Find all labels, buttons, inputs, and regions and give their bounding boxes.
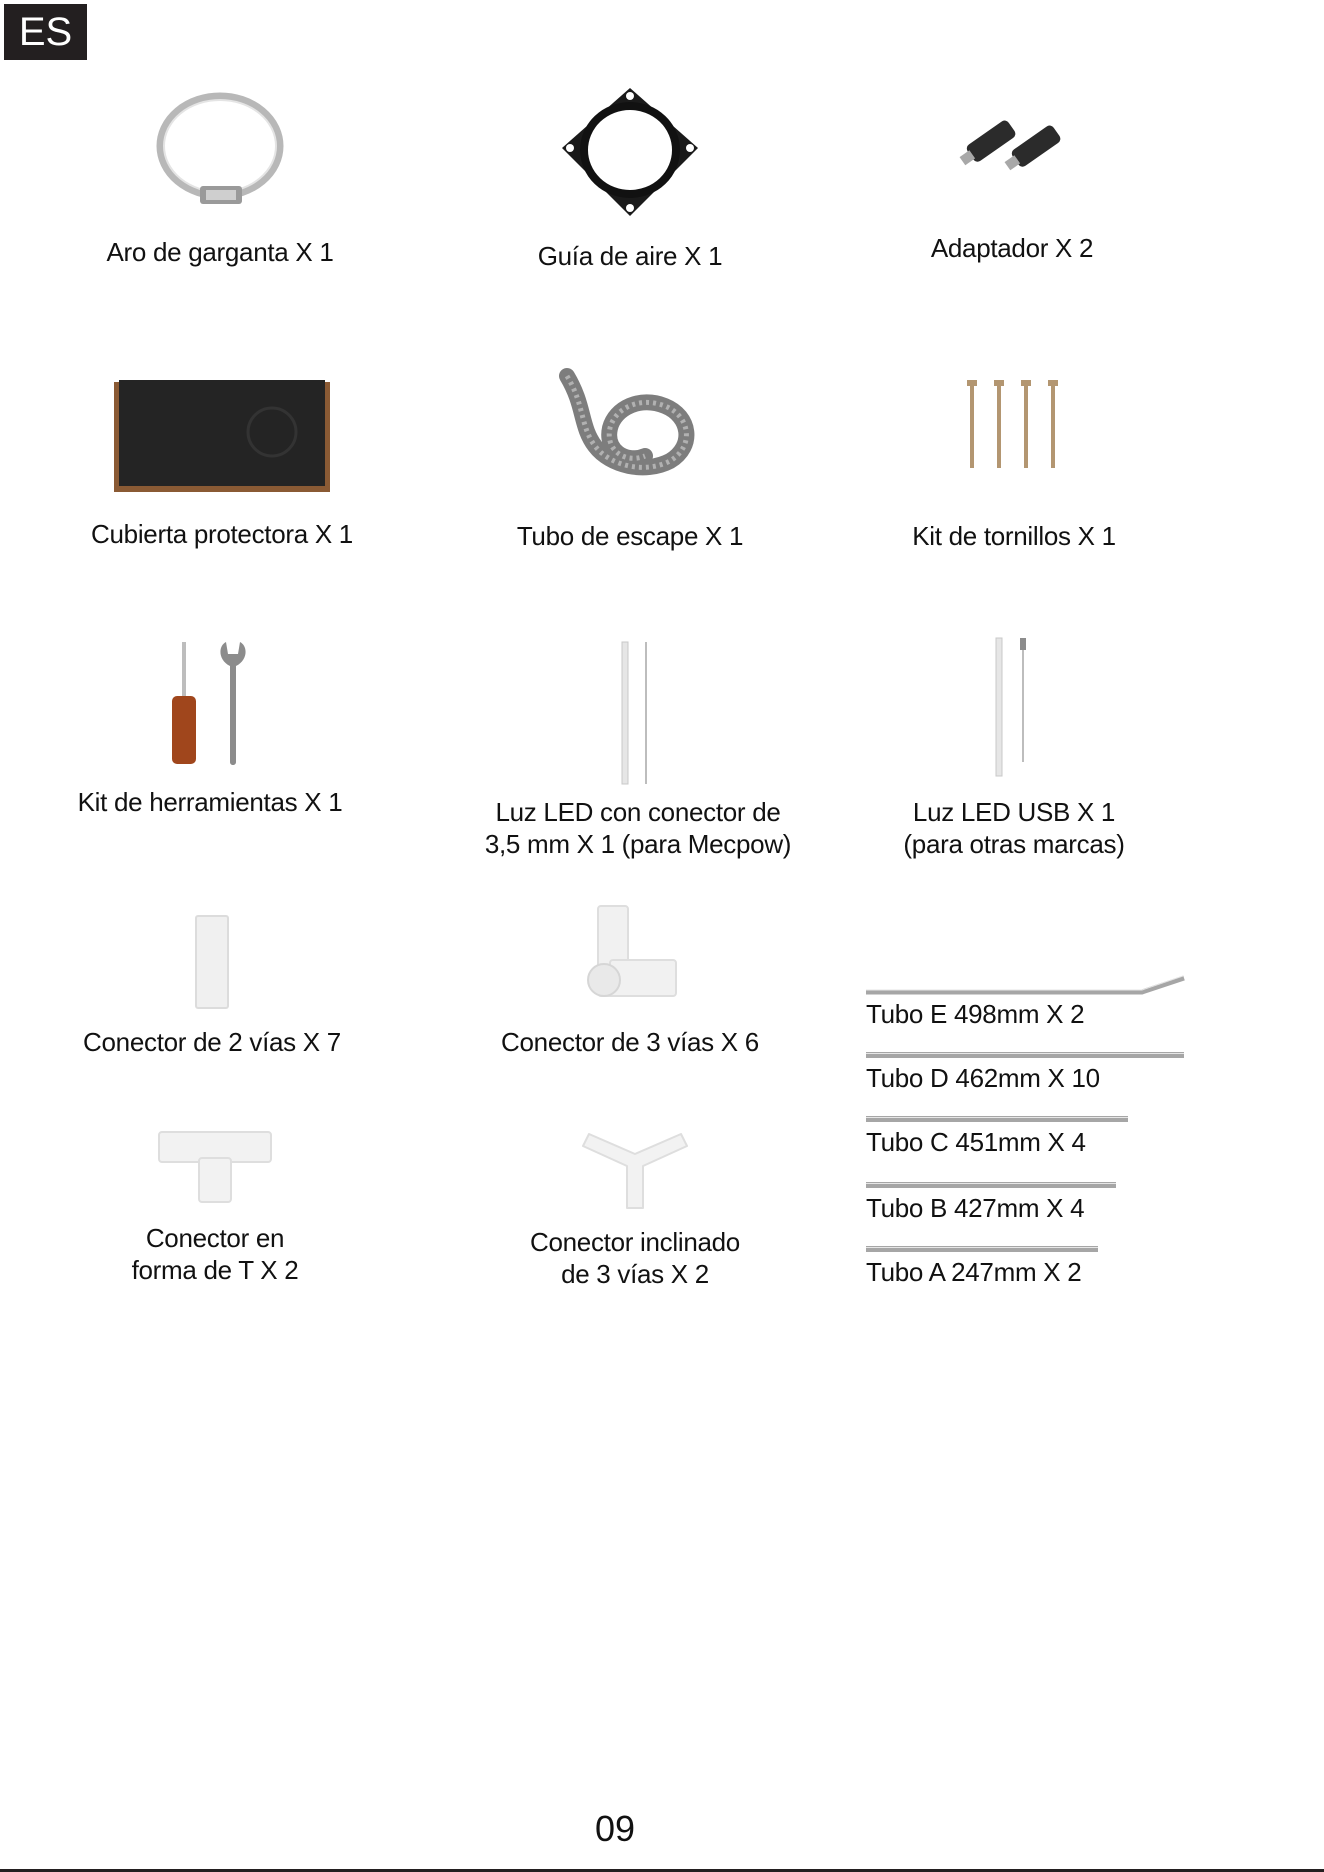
tube-label: Tubo D 462mm X 10 [866, 1063, 1100, 1093]
led-light-35mm-icon [608, 640, 668, 786]
item-label: Aro de garganta X 1 [106, 237, 334, 267]
item-protective-cover [80, 380, 364, 550]
item-label: Conector inclinado de 3 vías X 2 [530, 1227, 740, 1289]
item-t-connector [80, 1130, 350, 1286]
tube-row-e [866, 974, 1186, 1030]
air-guide-icon [560, 86, 700, 220]
t-connector-icon [157, 1130, 273, 1204]
tool-kit-icon [160, 640, 260, 770]
item-inclined-three-way-connector [490, 1130, 780, 1290]
tube-row-b [866, 1180, 1118, 1224]
item-hose-clamp [80, 88, 360, 268]
item-air-guide [490, 86, 770, 272]
tube-label: Tubo E 498mm X 2 [866, 999, 1085, 1029]
item-label: Guía de aire X 1 [537, 241, 723, 271]
tube-row-c [866, 1114, 1130, 1158]
item-exhaust-hose [490, 366, 770, 552]
tube-b-icon [866, 1180, 1118, 1190]
tube-c-icon [866, 1114, 1130, 1124]
exhaust-hose-icon [555, 366, 705, 482]
item-led-light-usb [872, 636, 1156, 860]
item-label: Kit de tornillos X 1 [912, 521, 1116, 551]
item-adapter [872, 104, 1152, 264]
adapter-icon [957, 104, 1067, 184]
protective-cover-icon [112, 380, 332, 494]
inclined-three-way-connector-icon [577, 1130, 693, 1212]
tube-d-icon [866, 1050, 1186, 1060]
page-number: 09 [594, 1808, 636, 1849]
screw-kit-icon [959, 376, 1069, 498]
item-label: Conector de 2 vías X 7 [83, 1027, 341, 1057]
item-label: Tubo de escape X 1 [516, 521, 744, 551]
item-label: Kit de herramientas X 1 [77, 787, 343, 817]
tube-label: Tubo B 427mm X 4 [866, 1193, 1085, 1223]
item-led-light-35mm [478, 640, 798, 860]
hose-clamp-icon [150, 88, 290, 218]
tube-row-a [866, 1244, 1100, 1288]
three-way-connector-icon [580, 904, 680, 1000]
item-label: Conector en forma de T X 2 [131, 1223, 299, 1285]
item-two-way-connector [70, 914, 354, 1058]
tube-a-icon [866, 1244, 1100, 1254]
tube-row-d [866, 1050, 1186, 1094]
tube-e-icon [866, 974, 1186, 996]
two-way-connector-icon [192, 914, 232, 1010]
item-label: Cubierta protectora X 1 [91, 519, 353, 549]
tube-label: Tubo A 247mm X 2 [866, 1257, 1082, 1287]
item-label: Luz LED USB X 1 (para otras marcas) [903, 797, 1125, 859]
item-label: Adaptador X 2 [930, 233, 1094, 263]
language-badge: ES [4, 4, 87, 60]
led-light-usb-icon [984, 636, 1044, 780]
item-label: Luz LED con conector de 3,5 mm X 1 (para Mecpow) [484, 797, 792, 859]
tube-label: Tubo C 451mm X 4 [866, 1127, 1086, 1157]
item-tool-kit [70, 640, 350, 818]
item-screw-kit [872, 376, 1156, 552]
item-three-way-connector [490, 904, 770, 1058]
item-label: Conector de 3 vías X 6 [501, 1027, 759, 1057]
